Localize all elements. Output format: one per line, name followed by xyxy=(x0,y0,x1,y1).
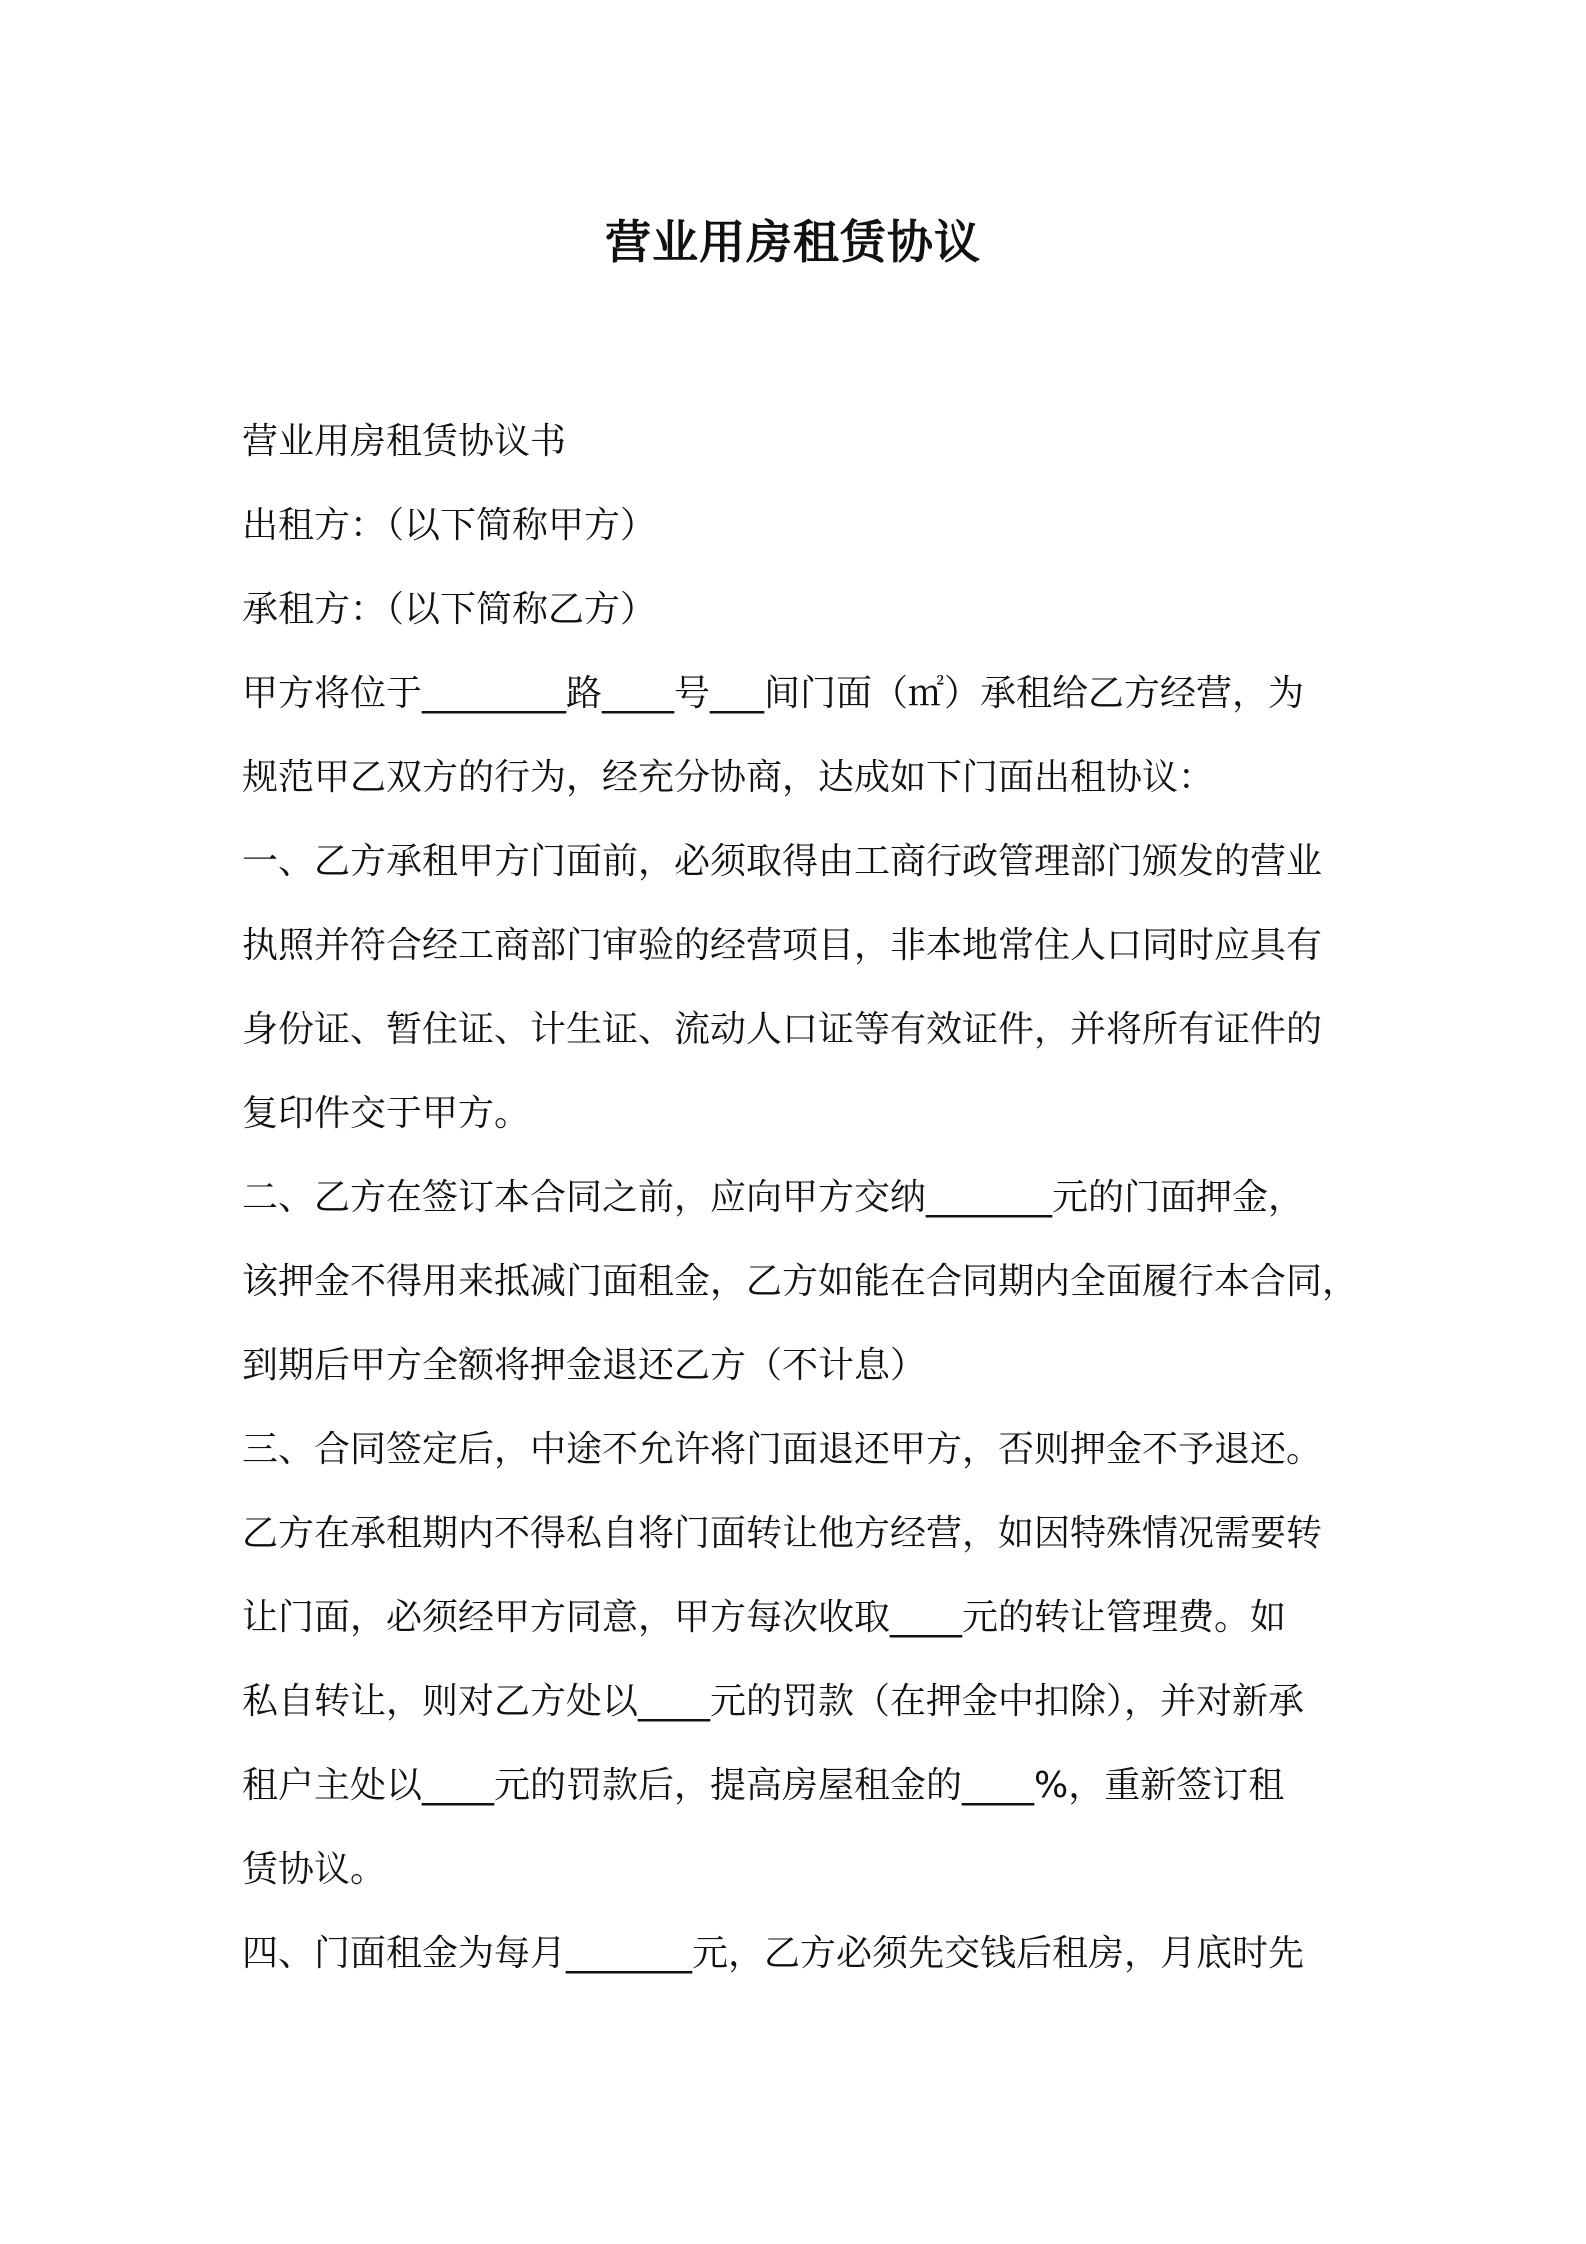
document-body xyxy=(242,400,1372,1996)
text-line: 营业用房租赁协议书 xyxy=(242,421,567,462)
text-line: 赁协议。 xyxy=(242,1849,387,1890)
text-line: 三、合同签定后，中途不允许将门面退还甲方，否则押金不予退还。 xyxy=(242,1429,1323,1470)
text-line: 一、乙方承租甲方门面前，必须取得由工商行政管理部门颁发的营业 xyxy=(242,841,1323,882)
text-line: 甲方将位于________路____号___间门面（㎡）承租给乙方经营，为 xyxy=(242,673,1305,714)
text-line: 该押金不得用来抵减门面租金，乙方如能在合同期内全面履行本合同， xyxy=(242,1261,1359,1302)
text-line: 私自转让，则对乙方处以____元的罚款（在押金中扣除），并对新承 xyxy=(242,1681,1305,1722)
text-line: 承租方：（以下简称乙方） xyxy=(242,589,657,630)
text-line: 出租方：（以下简称甲方） xyxy=(242,505,657,546)
text-line: 四、门面租金为每月_______元，乙方必须先交钱后租房，月底时先 xyxy=(242,1933,1305,1974)
text-line: 乙方在承租期内不得私自将门面转让他方经营，如因特殊情况需要转 xyxy=(242,1513,1323,1554)
text-line: 让门面，必须经甲方同意，甲方每次收取____元的转让管理费。如 xyxy=(242,1597,1287,1638)
text-line: 身份证、暂住证、计生证、流动人口证等有效证件，并将所有证件的 xyxy=(242,1009,1323,1050)
document-title: 营业用房租赁协议 xyxy=(605,215,981,269)
text-line: 执照并符合经工商部门审验的经营项目，非本地常住人口同时应具有 xyxy=(242,925,1323,966)
text-line: 到期后甲方全额将押金退还乙方（不计息） xyxy=(242,1345,927,1386)
text-line: 规范甲乙双方的行为，经充分协商，达成如下门面出租协议： xyxy=(242,757,1215,798)
text-line: 复印件交于甲方。 xyxy=(242,1093,531,1134)
text-line: 租户主处以____元的罚款后，提高房屋租金的____%，重新签订租 xyxy=(242,1765,1285,1806)
text-line: 二、乙方在签订本合同之前，应向甲方交纳_______元的门面押金， xyxy=(242,1177,1305,1218)
